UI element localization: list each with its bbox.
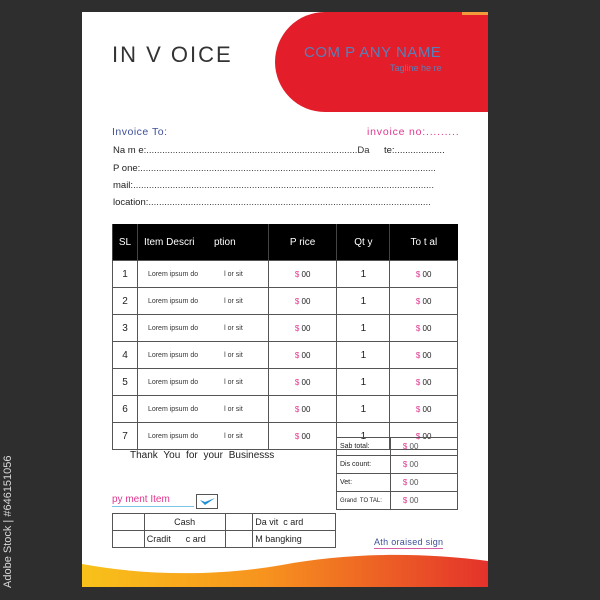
- currency-symbol: $: [294, 269, 300, 279]
- row-price[interactable]: [268, 288, 337, 315]
- row-qty[interactable]: 1: [337, 342, 390, 369]
- currency-symbol: $: [294, 296, 300, 306]
- phone-label: P one:: [113, 163, 141, 174]
- row-price[interactable]: [268, 261, 337, 288]
- total-value: 00: [422, 404, 432, 414]
- row-sl: 4: [113, 342, 138, 369]
- phone-dots: ................................................................................................................: [140, 163, 436, 174]
- amount: 00: [409, 460, 419, 469]
- currency-symbol: $: [294, 350, 300, 360]
- currency-symbol: $: [415, 350, 421, 360]
- vat-label: Vet:: [337, 474, 391, 492]
- row-qty[interactable]: 1: [337, 369, 390, 396]
- row-description[interactable]: [137, 423, 268, 450]
- currency-symbol: $: [415, 404, 421, 414]
- location-label: location:: [113, 197, 149, 208]
- price-value: 00: [301, 269, 311, 279]
- currency-symbol: $: [415, 296, 421, 306]
- row-total: [390, 261, 458, 288]
- name-field[interactable]: [113, 145, 370, 156]
- payment-option-mbanking: M bangking: [253, 531, 336, 548]
- row-total: [390, 288, 458, 315]
- payment-item-label: py ment Item: [112, 494, 194, 507]
- payment-row: [113, 531, 336, 548]
- mbanking-check-cell[interactable]: [225, 531, 253, 548]
- thank-you-message: Thank You for your Businesss: [130, 450, 275, 461]
- currency-symbol: $: [294, 377, 300, 387]
- row-sl: 3: [113, 315, 138, 342]
- desc-b: l or sit: [224, 432, 243, 440]
- invoice-page: [82, 12, 488, 587]
- desc-b: l or sit: [224, 378, 243, 386]
- row-description[interactable]: [137, 315, 268, 342]
- price-value: 00: [301, 350, 311, 360]
- row-sl: 2: [113, 288, 138, 315]
- amount: 00: [409, 478, 419, 487]
- row-sl: 7: [113, 423, 138, 450]
- row-total: [390, 369, 458, 396]
- desc-a: Lorem ipsum do: [147, 297, 199, 305]
- row-qty[interactable]: 1: [337, 315, 390, 342]
- total-value: 00: [422, 323, 432, 333]
- name-label: Na m e:: [113, 145, 147, 156]
- payment-option-debit-card: Da vit c ard: [253, 514, 336, 531]
- invoice-number-field[interactable]: invoice no:.........: [367, 126, 460, 138]
- row-price[interactable]: [268, 315, 337, 342]
- payment-row: [113, 514, 336, 531]
- credit-card-check-cell[interactable]: [113, 531, 145, 548]
- amount: 00: [409, 442, 419, 451]
- row-qty[interactable]: 1: [337, 396, 390, 423]
- header-red-shape: [275, 12, 488, 112]
- mail-field[interactable]: [113, 180, 434, 191]
- desc-a: Lorem ipsum do: [147, 432, 199, 440]
- totals-row-grand-total: [337, 492, 458, 510]
- desc-a: Lorem ipsum do: [147, 378, 199, 386]
- price-value: 00: [301, 377, 311, 387]
- currency-symbol: $: [294, 431, 300, 441]
- desc-a: Lorem ipsum do: [147, 270, 199, 278]
- row-price[interactable]: [268, 369, 337, 396]
- table-row: [113, 261, 458, 288]
- desc-b: l or sit: [224, 351, 243, 359]
- subtotal-label: Sab total:: [337, 438, 391, 456]
- payment-option-cash: Cash: [144, 514, 225, 531]
- desc-a: Lorem ipsum do: [147, 324, 199, 332]
- location-field[interactable]: [113, 197, 431, 208]
- row-description[interactable]: [137, 396, 268, 423]
- currency-symbol: $: [402, 460, 408, 469]
- desc-a: Lorem ipsum do: [147, 405, 199, 413]
- row-qty[interactable]: 1: [337, 288, 390, 315]
- header-price: P rice: [268, 224, 337, 261]
- invoice-title: IN V OICE: [112, 42, 233, 67]
- payment-checkbox[interactable]: [196, 494, 218, 509]
- desc-a: Lorem ipsum do: [147, 351, 199, 359]
- row-description[interactable]: [137, 288, 268, 315]
- header-item-description: Item Descri ption: [137, 224, 268, 261]
- row-qty[interactable]: 1: [337, 423, 390, 450]
- total-value: 00: [422, 431, 432, 441]
- cash-check-cell[interactable]: [113, 514, 145, 531]
- amount: 00: [409, 496, 419, 505]
- grand-total-label: Grand TO TAL:: [337, 492, 391, 510]
- grand-total-value: [390, 492, 457, 510]
- currency-symbol: $: [294, 323, 300, 333]
- currency-symbol: $: [402, 496, 408, 505]
- table-row: [113, 342, 458, 369]
- row-price[interactable]: [268, 396, 337, 423]
- authorised-sign-label: Ath oraised sign: [374, 537, 444, 547]
- row-total: [390, 315, 458, 342]
- currency-symbol: $: [402, 442, 408, 451]
- currency-symbol: $: [415, 323, 421, 333]
- currency-symbol: $: [294, 404, 300, 414]
- row-qty[interactable]: 1: [337, 261, 390, 288]
- price-value: 00: [301, 296, 311, 306]
- desc-b: l or sit: [224, 324, 243, 332]
- row-price[interactable]: [268, 342, 337, 369]
- totals-row-vat: [337, 474, 458, 492]
- row-sl: 1: [113, 261, 138, 288]
- payment-option-credit-card: Cradit c ard: [144, 531, 225, 548]
- footer-wave-decoration: [82, 547, 488, 587]
- total-value: 00: [422, 350, 432, 360]
- desc-b: l or sit: [224, 297, 243, 305]
- currency-symbol: $: [415, 269, 421, 279]
- table-row: [113, 288, 458, 315]
- location-dots: ...........................................................................................................: [148, 197, 431, 208]
- debit-card-check-cell[interactable]: [225, 514, 253, 531]
- vat-value: [390, 474, 457, 492]
- price-value: 00: [301, 404, 311, 414]
- total-value: 00: [422, 269, 432, 279]
- date-field[interactable]: te:...................: [384, 145, 445, 156]
- table-row: [113, 369, 458, 396]
- totals-table: [336, 437, 458, 510]
- row-sl: 6: [113, 396, 138, 423]
- company-tagline: Tagline he re: [390, 63, 442, 73]
- totals-row-discount: [337, 456, 458, 474]
- header-qty: Qt y: [337, 224, 390, 261]
- header-orange-accent: [462, 12, 488, 15]
- totals-row-subtotal: [337, 438, 458, 456]
- discount-label: Dis count:: [337, 456, 391, 474]
- row-description[interactable]: [137, 261, 268, 288]
- header-sl: SL: [113, 224, 138, 261]
- desc-b: l or sit: [224, 270, 243, 278]
- currency-symbol: $: [415, 377, 421, 387]
- invoice-to-label: Invoice To:: [112, 126, 168, 138]
- mail-dots: ..................................................................................................................: [133, 180, 434, 191]
- row-description[interactable]: [137, 369, 268, 396]
- table-row: [113, 315, 458, 342]
- mail-label: mail:: [113, 180, 134, 191]
- price-value: 00: [301, 323, 311, 333]
- price-value: 00: [301, 431, 311, 441]
- desc-b: l or sit: [224, 405, 243, 413]
- row-price[interactable]: [268, 423, 337, 450]
- discount-value: [390, 456, 457, 474]
- table-row: [113, 396, 458, 423]
- name-dots: ................................................................................Da: [146, 145, 370, 156]
- phone-field[interactable]: [113, 163, 436, 174]
- row-description[interactable]: [137, 342, 268, 369]
- company-name: COM P ANY NAME: [304, 44, 442, 61]
- currency-symbol: $: [402, 478, 408, 487]
- row-total: [390, 396, 458, 423]
- row-sl: 5: [113, 369, 138, 396]
- total-value: 00: [422, 377, 432, 387]
- row-total: [390, 342, 458, 369]
- items-table-header: [113, 224, 458, 261]
- header-total: To t al: [390, 224, 458, 261]
- subtotal-value: [390, 438, 457, 456]
- currency-symbol: $: [415, 431, 421, 441]
- checkmark-icon: [197, 495, 217, 508]
- total-value: 00: [422, 296, 432, 306]
- items-table: [112, 224, 458, 450]
- payment-methods-table: [112, 513, 336, 548]
- stock-watermark-label: Adobe Stock | #646151056: [2, 455, 14, 588]
